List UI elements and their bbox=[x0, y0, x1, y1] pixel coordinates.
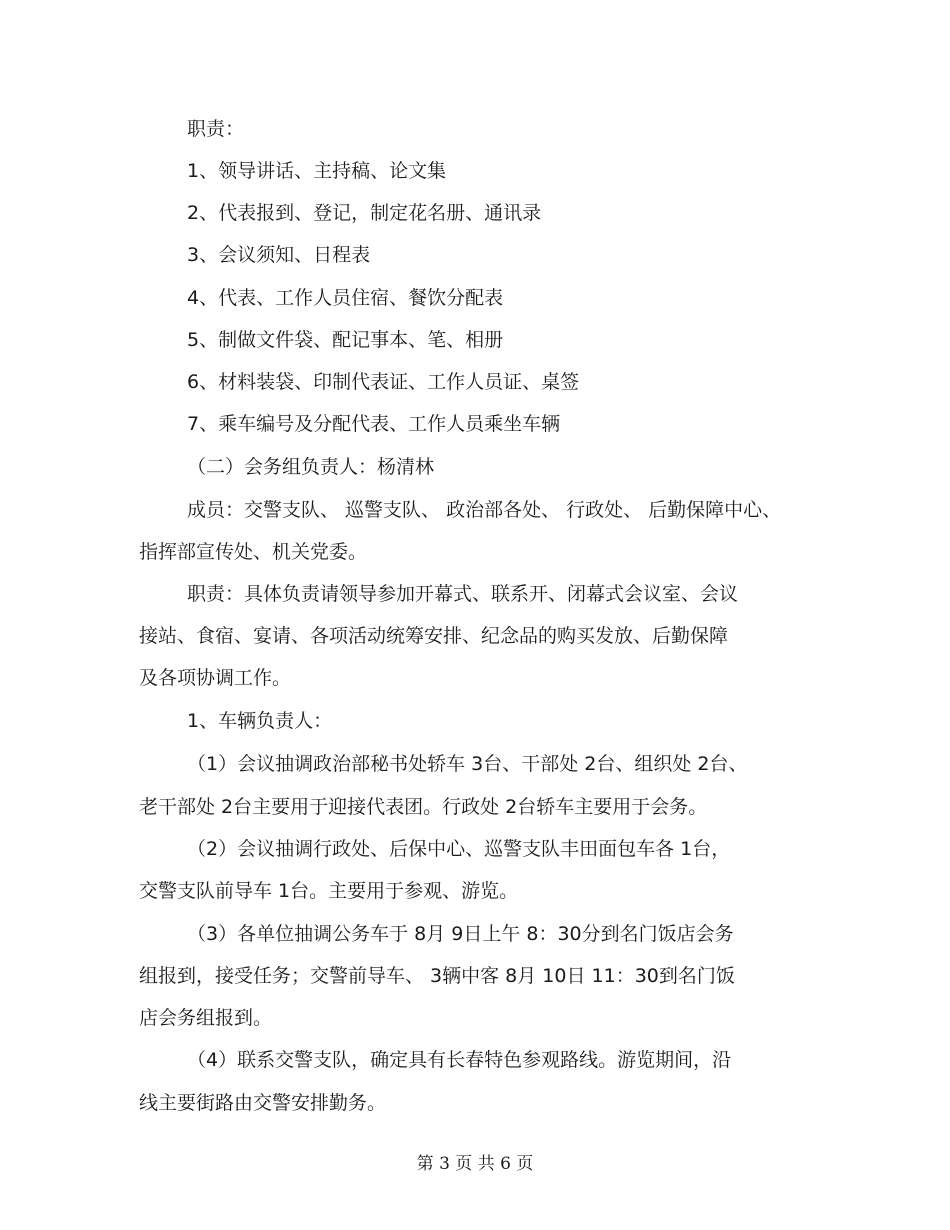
duties-heading: 职责： bbox=[187, 118, 245, 140]
vehicle-item-4-line-2: 线主要街路由交警安排勤务。 bbox=[139, 1092, 387, 1114]
duty-item-6: 6、材料装袋、印制代表证、工作人员证、桌签 bbox=[187, 371, 580, 393]
vehicle-item-3-line-3: 店会务组报到。 bbox=[139, 1007, 273, 1029]
duty-item-5: 5、制做文件袋、配记事本、笔、相册 bbox=[187, 329, 504, 351]
vehicle-item-2-line-2: 交警支队前导车 1台。主要用于参观、游览。 bbox=[139, 880, 519, 902]
vehicle-item-4-line-1: （4）联系交警支队，确定具有长春特色参观路线。游览期间，沿 bbox=[187, 1049, 732, 1071]
duty-item-3: 3、会议须知、日程表 bbox=[187, 244, 371, 266]
duty-item-7: 7、乘车编号及分配代表、工作人员乘坐车辆 bbox=[187, 413, 561, 435]
page-number-footer: 第 3 页 共 6 页 bbox=[416, 1154, 534, 1174]
duty-item-4: 4、代表、工作人员住宿、餐饮分配表 bbox=[187, 287, 504, 309]
duties-paragraph-line-3: 及各项协调工作。 bbox=[139, 667, 292, 689]
vehicle-item-1-line-2: 老干部处 2台主要用于迎接代表团。行政处 2台轿车主要用于会务。 bbox=[139, 796, 708, 818]
members-paragraph-line-2: 指挥部宣传处、机关党委。 bbox=[139, 541, 368, 563]
duty-item-1: 1、领导讲话、主持稿、论文集 bbox=[187, 160, 447, 182]
duties-paragraph-line-2: 接站、食宿、宴请、各项活动统筹安排、纪念品的购买发放、后勤保障 bbox=[139, 625, 729, 647]
members-paragraph-line-1: 成员：交警支队、 巡警支队、 政治部各处、 行政处、 后勤保障中心、 bbox=[187, 499, 782, 521]
vehicle-heading: 1、车辆负责人： bbox=[187, 710, 333, 732]
vehicle-item-3-line-2: 组报到，接受任务；交警前导车、 3辆中客 8月 10日 11：30到名门饭 bbox=[139, 965, 735, 987]
section-heading-meeting-affairs: （二）会务组负责人：杨清林 bbox=[187, 456, 435, 478]
duties-paragraph-line-1: 职责：具体负责请领导参加开幕式、联系开、闭幕式会议室、会议 bbox=[187, 583, 739, 605]
vehicle-item-2-line-1: （2）会议抽调行政处、后保中心、巡警支队丰田面包车各 1台， bbox=[187, 838, 731, 860]
vehicle-item-1-line-1: （1）会议抽调政治部秘书处轿车 3台、干部处 2台、组织处 2台、 bbox=[187, 753, 748, 775]
duty-item-2: 2、代表报到、登记，制定花名册、通讯录 bbox=[187, 202, 542, 224]
vehicle-item-3-line-1: （3）各单位抽调公务车于 8月 9日上午 8：30分到名门饭店会务 bbox=[187, 923, 734, 945]
